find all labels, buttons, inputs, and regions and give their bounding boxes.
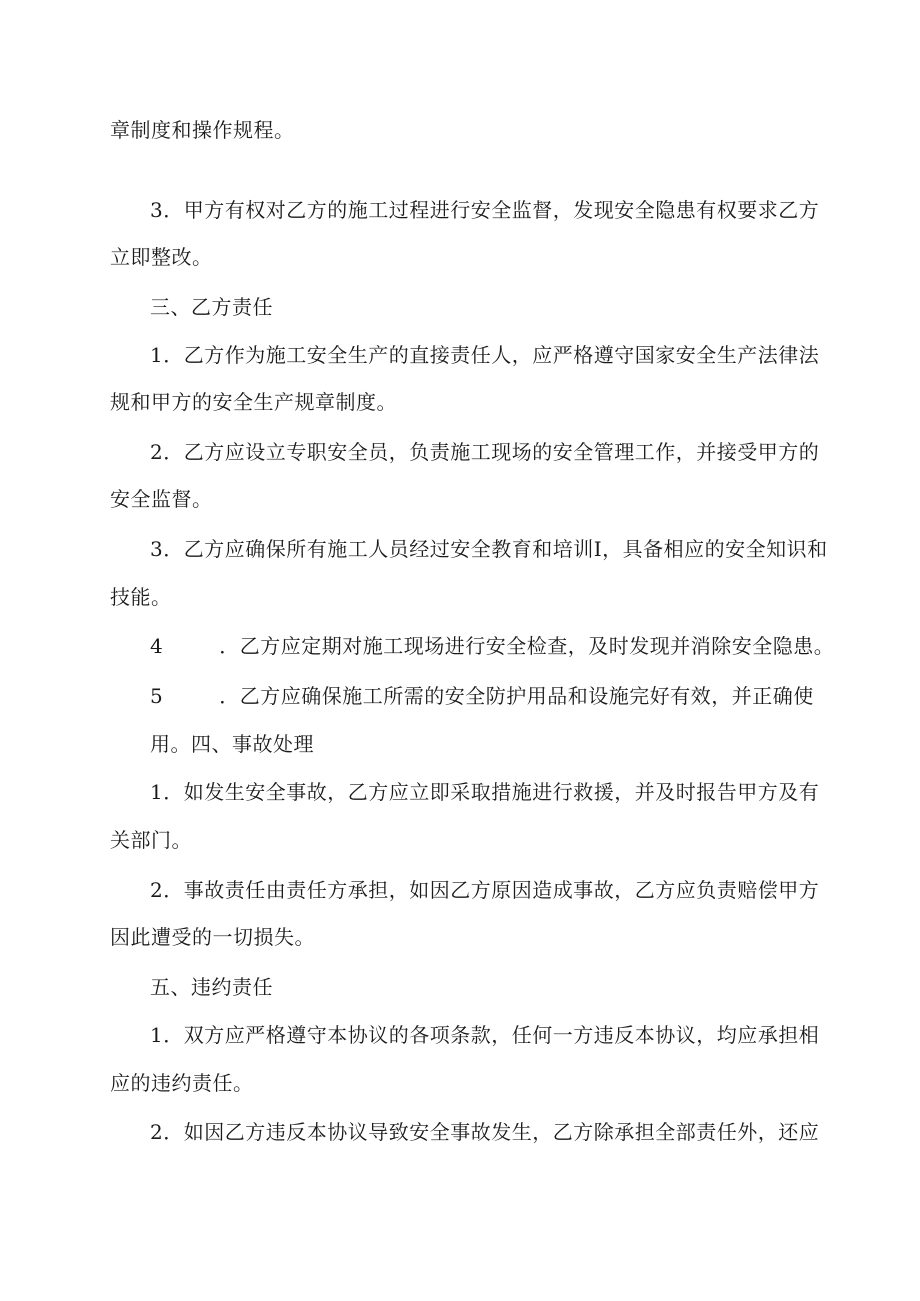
clause-d2-line-1: 2．如因乙方违反本协议导致安全事故发生，乙方除承担全部责任外，还应 [150,1120,820,1144]
clause-3-line-2: 立即整改。 [110,245,213,269]
clause-d1-line-2: 应的违约责任。 [110,1071,254,1095]
clause-b5-line-2-and-section-heading: 用。四、事故处理 [150,732,314,756]
clause-c2-line-1: 2．事故责任由责任方承担，如因乙方原因造成事故，乙方应负责赔偿甲方 [150,878,820,902]
clause-b1-line-1: 1．乙方作为施工安全生产的直接责任人，应严格遵守国家安全生产法律法 [150,343,820,367]
section-heading-breach: 五、违约责任 [150,975,273,999]
clause-b5-number: 5 [150,684,164,708]
clause-b2-line-2: 安全监督。 [110,487,213,511]
clause-c1-line-1: 1．如发生安全事故，乙方应立即采取措施进行救援，并及时报告甲方及有 [150,780,820,804]
clause-b3-line-1: 3．乙方应确保所有施工人员经过安全教育和培训I，具备相应的安全知识和 [150,537,828,561]
clause-b5-text: ．乙方应确保施工所需的安全防护用品和设施完好有效，并正确使 [219,684,814,708]
paragraph-line: 章制度和操作规程。 [110,118,295,142]
clause-b1-line-2: 规和甲方的安全生产规章制度。 [110,390,397,414]
clause-c2-line-2: 因此遭受的一切损失。 [110,925,315,949]
clause-b5-line [150,684,814,708]
clause-3-line-1: 3．甲方有权对乙方的施工过程进行安全监督，发现安全隐患有权要求乙方 [150,198,820,222]
clause-b4-line [150,634,834,658]
clause-b2-line-1: 2．乙方应设立专职安全员，负责施工现场的安全管理工作，并接受甲方的 [150,440,820,464]
clause-b4-text: ．乙方应定期对施工现场进行安全检查，及时发现并消除安全隐患。 [219,634,835,658]
clause-b4-number: 4 [150,634,164,658]
clause-d1-line-1: 1．双方应严格遵守本协议的各项条款，任何一方违反本协议，均应承担相 [150,1023,820,1047]
clause-b3-line-2: 技能。 [110,585,172,609]
clause-c1-line-2: 关部门。 [110,828,192,852]
section-heading-party-b: 三、乙方责任 [150,295,273,319]
